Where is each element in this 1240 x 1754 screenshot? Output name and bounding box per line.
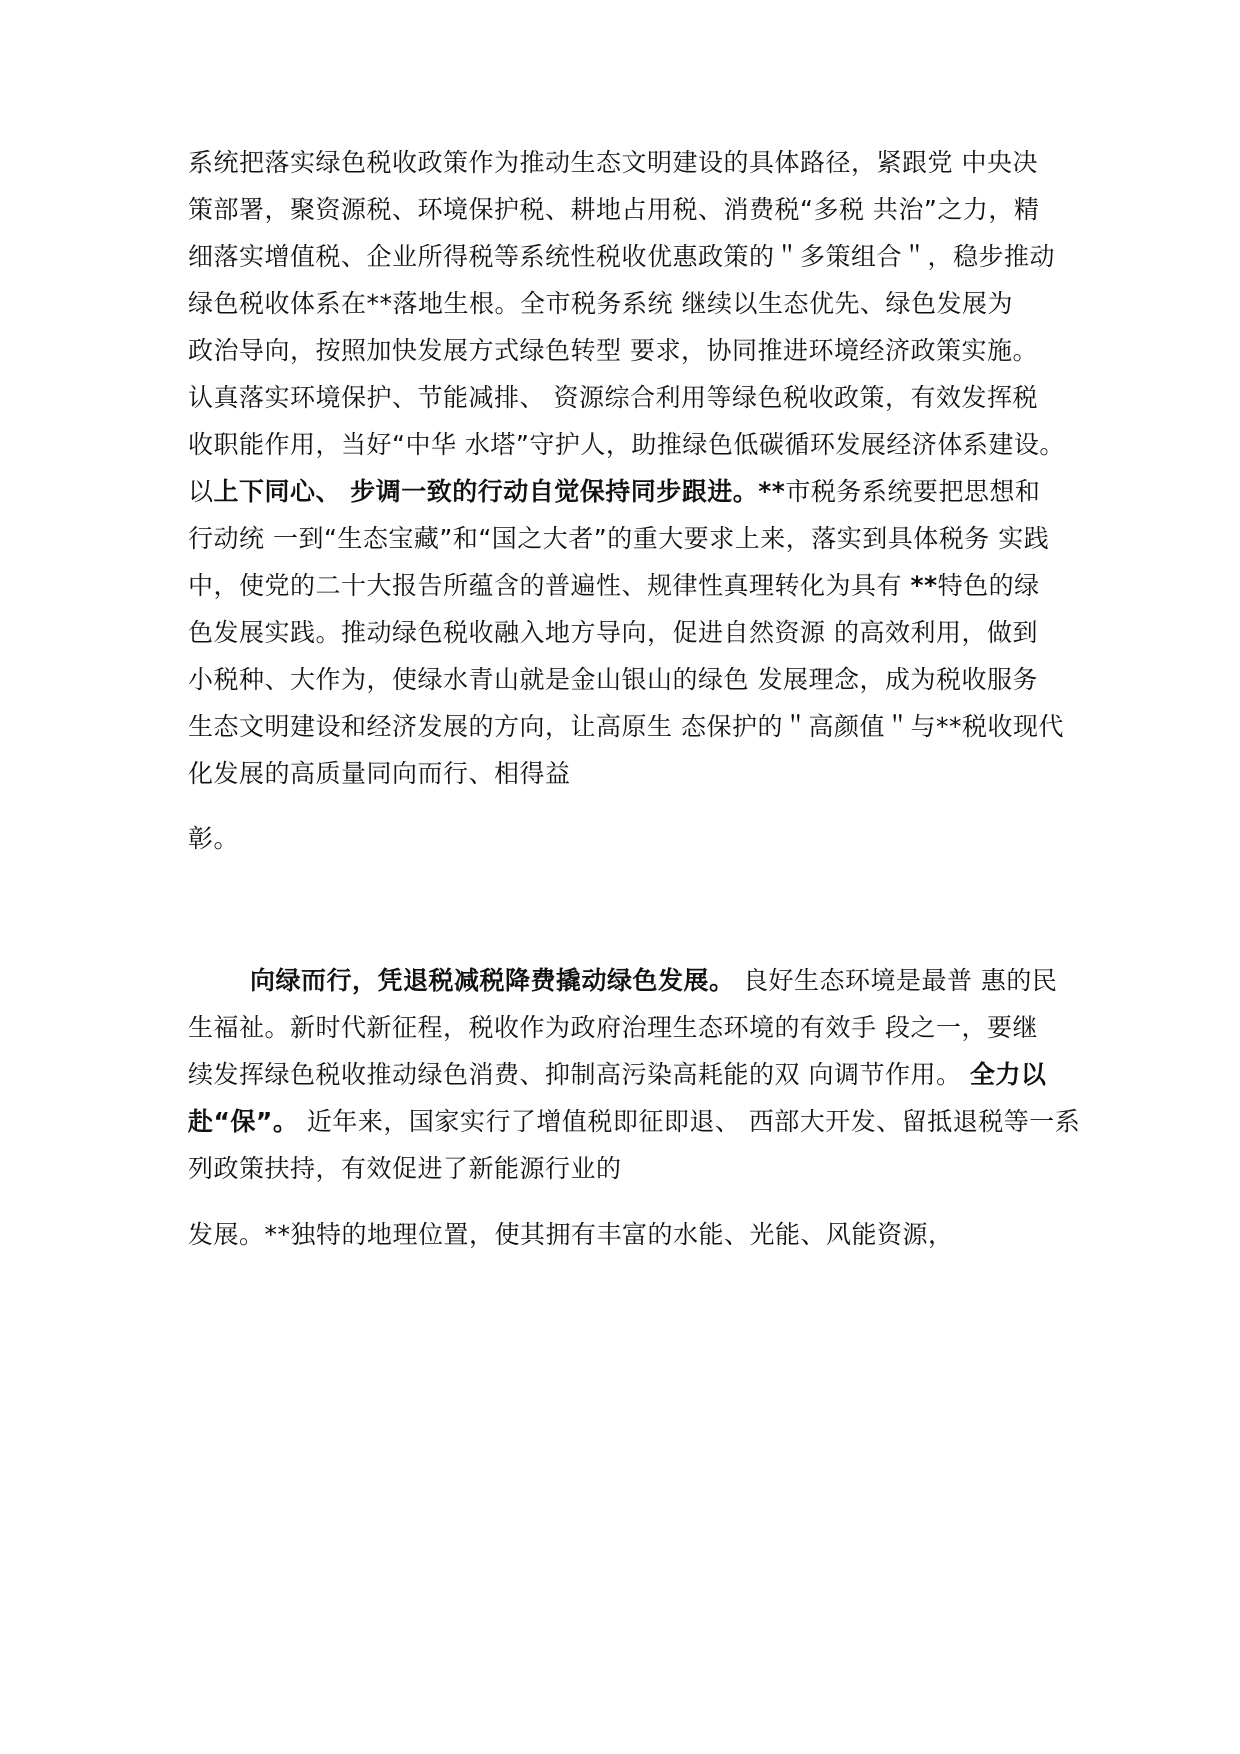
paragraph-line: 认真落实环境保护、节能减排、 资源综合利用等绿色税收政策，有效发挥税 (188, 383, 1038, 412)
paragraph-line: 小税种、大作为，使绿水青山就是金山银山的绿色 发展理念，成为税收服务 (188, 665, 1038, 694)
paragraph-line: 政治导向，按照加快发展方式绿色转型 要求，协同推进环境经济政策实施。 (188, 336, 1038, 365)
paragraph-line: 列政策扶持，有效促进了新能源行业的 (188, 1154, 622, 1183)
paragraph-line: 生态文明建设和经济发展的方向，让高原生 态保护的＂高颜值＂与**税收现代 (188, 712, 1064, 741)
paragraph-line (250, 964, 1057, 998)
paragraph-line (188, 475, 1040, 509)
text-run: 良好生态环境是最普 惠的民 (734, 966, 1058, 995)
bold-phrase: 上下同心、 步调一致的行动自觉保持同步跟进。 (213, 477, 759, 506)
text-run: 以 (188, 477, 214, 506)
paragraph-line (188, 569, 1040, 603)
text-run: 中，使党的二十大报告所蕴含的普遍性、规律性真理转化为具有 (188, 571, 911, 600)
bold-phrase: 全力以 (969, 1060, 1047, 1089)
paragraph-line: 行动统 一到“生态宝藏”和“国之大者”的重大要求上来，落实到具体税务 实践 (188, 524, 1050, 553)
text-run: 市税务系统要把思想和 (785, 477, 1041, 506)
paragraph-line: 系统把落实绿色税收政策作为推动生态文明建设的具体路径，紧跟党 中央决 (188, 148, 1038, 177)
paragraph-line: 彰。 (188, 824, 240, 853)
paragraph-line: 细落实增值税、企业所得税等系统性税收优惠政策的＂多策组合＂，稳步推动 (188, 242, 1056, 271)
section-heading: 向绿而行，凭退税减税降费撬动绿色发展。 (250, 966, 735, 995)
bold-phrase: 赴“保”。 (188, 1107, 299, 1136)
paragraph-line (188, 1105, 1080, 1139)
paragraph-line: 化发展的高质量同向而行、相得益 (188, 759, 571, 788)
paragraph-line (188, 1058, 1046, 1092)
bold-marker: ** (910, 571, 938, 600)
paragraph-line: 收职能作用，当好“中华 水塔”守护人，助推绿色低碳循环发展经济体系建设。 (188, 430, 1065, 459)
paragraph-line: 绿色税收体系在**落地生根。全市税务系统 继续以生态优先、绿色发展为 (188, 289, 1013, 318)
paragraph-line: 策部署，聚资源税、环境保护税、耕地占用税、消费税“多税 共治”之力，精 (188, 195, 1040, 224)
text-run: 特色的绿 (937, 571, 1040, 600)
text-run: 近年来，国家实行了增值税即征即退、 西部大开发、留抵退税等一系 (298, 1107, 1081, 1136)
text-run: 续发挥绿色税收推动绿色消费、抑制高污染高耗能的双 向调节作用。 (188, 1060, 970, 1089)
bold-marker: ** (758, 477, 786, 506)
paragraph-line: 色发展实践。推动绿色税收融入地方导向，促进自然资源 的高效利用，做到 (188, 618, 1038, 647)
paragraph-line: 发展。**独特的地理位置，使其拥有丰富的水能、光能、风能资源， (188, 1220, 954, 1249)
paragraph-line: 生福祉。新时代新征程，税收作为政府治理生态环境的有效手 段之一，要继 (188, 1013, 1038, 1042)
